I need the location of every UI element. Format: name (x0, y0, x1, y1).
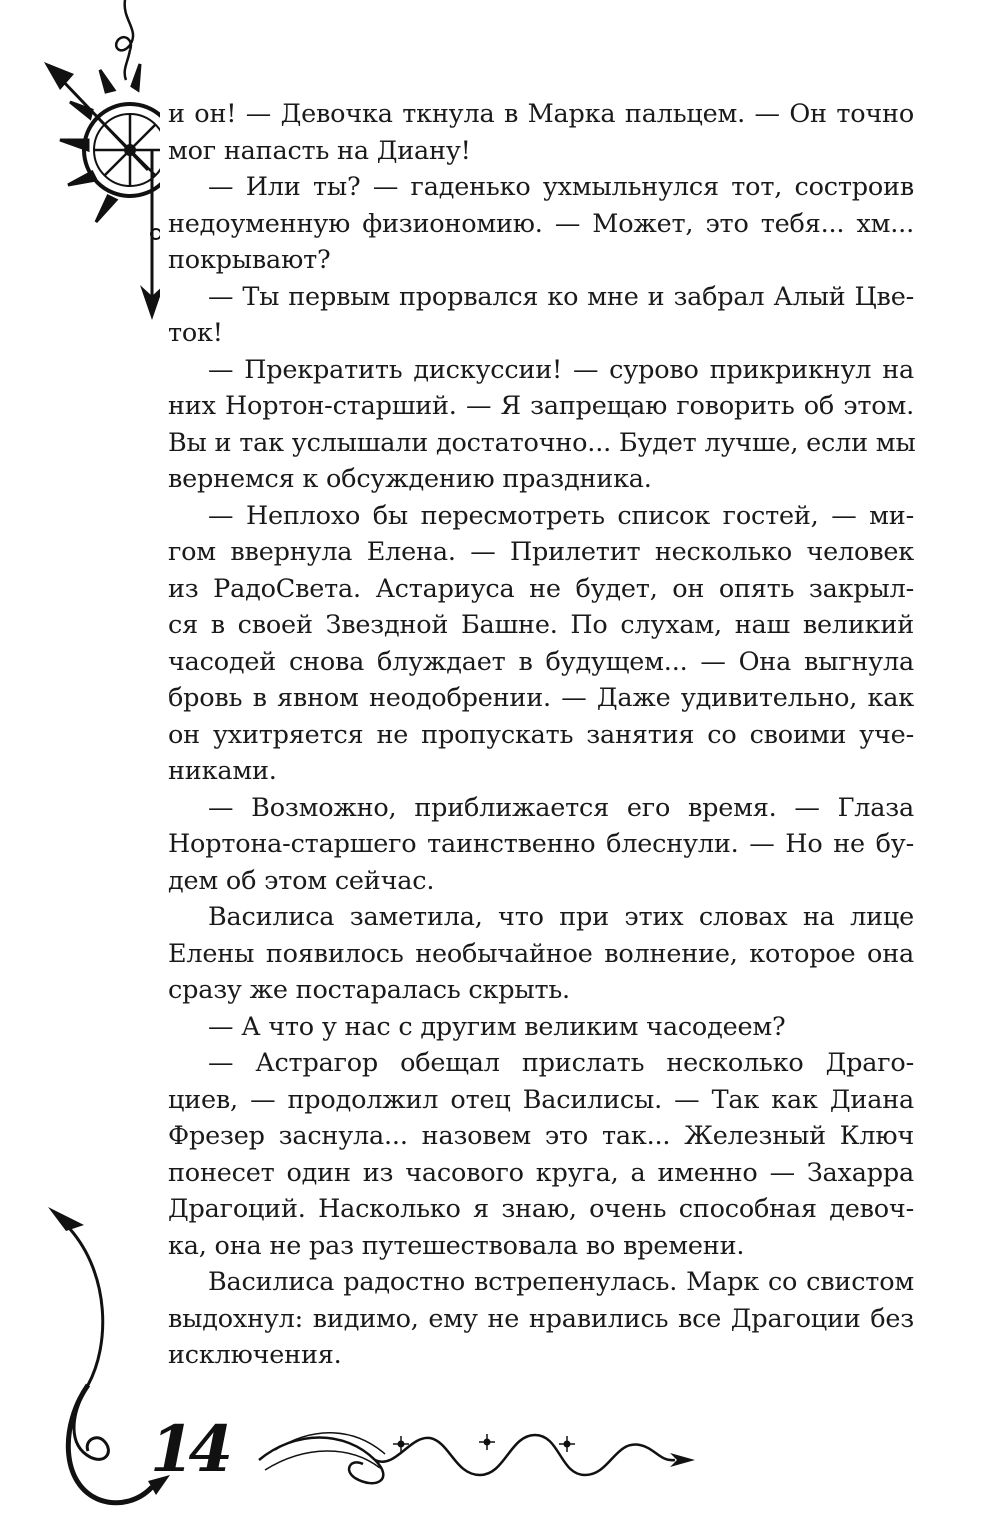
text-line: Драгоций. Насколько я знаю, очень способная девоч- (168, 1194, 914, 1224)
text-line: — А что у нас с другим великим часодеем? (208, 1011, 786, 1042)
text-line: выдохнул: видимо, ему не нравились все Драгоции без (168, 1303, 914, 1334)
text-line: них Нортон-старший. — Я запрещаю говорить об этом. (168, 391, 914, 421)
text-line: Елены появилось необычайное волнение, которое она (168, 938, 914, 969)
text-line: покрывают? (168, 245, 331, 275)
text-line: сразу же постаралась скрыть. (168, 975, 570, 1005)
text-line: — Возможно, приближается его время. — Глаза (208, 792, 914, 823)
page-number: 14 (150, 1412, 228, 1487)
text-line: и он! — Девочка ткнула в Марка пальцем. — Он точно (168, 99, 914, 129)
text-line: мог напасть на Диану! (168, 135, 471, 166)
text-line: дем об этом сейчас. (168, 865, 435, 896)
text-line: Василиса радостно встрепенулась. Марк со свистом (208, 1267, 914, 1297)
text-line: ка, она не раз путешествовала во времени. (168, 1230, 745, 1261)
text-line: недоуменную физиономию. — Может, это тебя... хм... (168, 208, 914, 239)
text-line: понесет один из часового круга, а именно — Захарра (168, 1157, 914, 1188)
text-line: вернемся к обсуждению праздника. (168, 464, 652, 494)
text-line: бровь в явном неодобрении. — Даже удивительно, как (168, 683, 914, 713)
text-line: Василиса заметила, что при этих словах на лице (208, 902, 914, 932)
text-line: — Или ты? — гаденько ухмыльнулся тот, состроив (208, 172, 914, 202)
text-line: гом ввернула Елена. — Прилетит несколько человек (168, 537, 914, 567)
text-line: из РадоСвета. Астариуса не будет, он опять закрыл- (168, 573, 914, 604)
text-line: никами. (168, 756, 277, 786)
text-block (168, 96, 914, 1374)
text-line: ток! (168, 318, 223, 348)
clock-arrow-ornament (30, 0, 160, 330)
text-line: — Ты первым прорвался ко мне и забрал Алый Цве- (208, 281, 914, 312)
wave-star-ornament (255, 1420, 695, 1500)
text-line: Фрезер заснула... назовем это так... Железный Ключ (168, 1121, 914, 1151)
text-line: он ухитряется не пропускать занятия со своими уче- (168, 719, 914, 750)
text-line: — Неплохо бы пересмотреть список гостей, — ми- (208, 500, 914, 531)
text-line: исключения. (168, 1340, 342, 1370)
text-line: Вы и так услышали достаточно... Будет лучше, если мы (168, 427, 916, 458)
text-line: ся в своей Звездной Башне. По слухам, наш великий (168, 610, 914, 640)
text-line: циев, — продолжил отец Василисы. — Так как Диана (168, 1084, 914, 1115)
text-line: — Астрагор обещал прислать несколько Драго- (208, 1048, 914, 1078)
text-line: — Прекратить дискуссии! — сурово прикрикнул на (208, 354, 914, 385)
text-line: Нортона-старшего таинственно блеснули. — Но не бу- (168, 829, 914, 859)
text-line: часодей снова блуждает в будущем... — Она выгнула (168, 646, 914, 677)
